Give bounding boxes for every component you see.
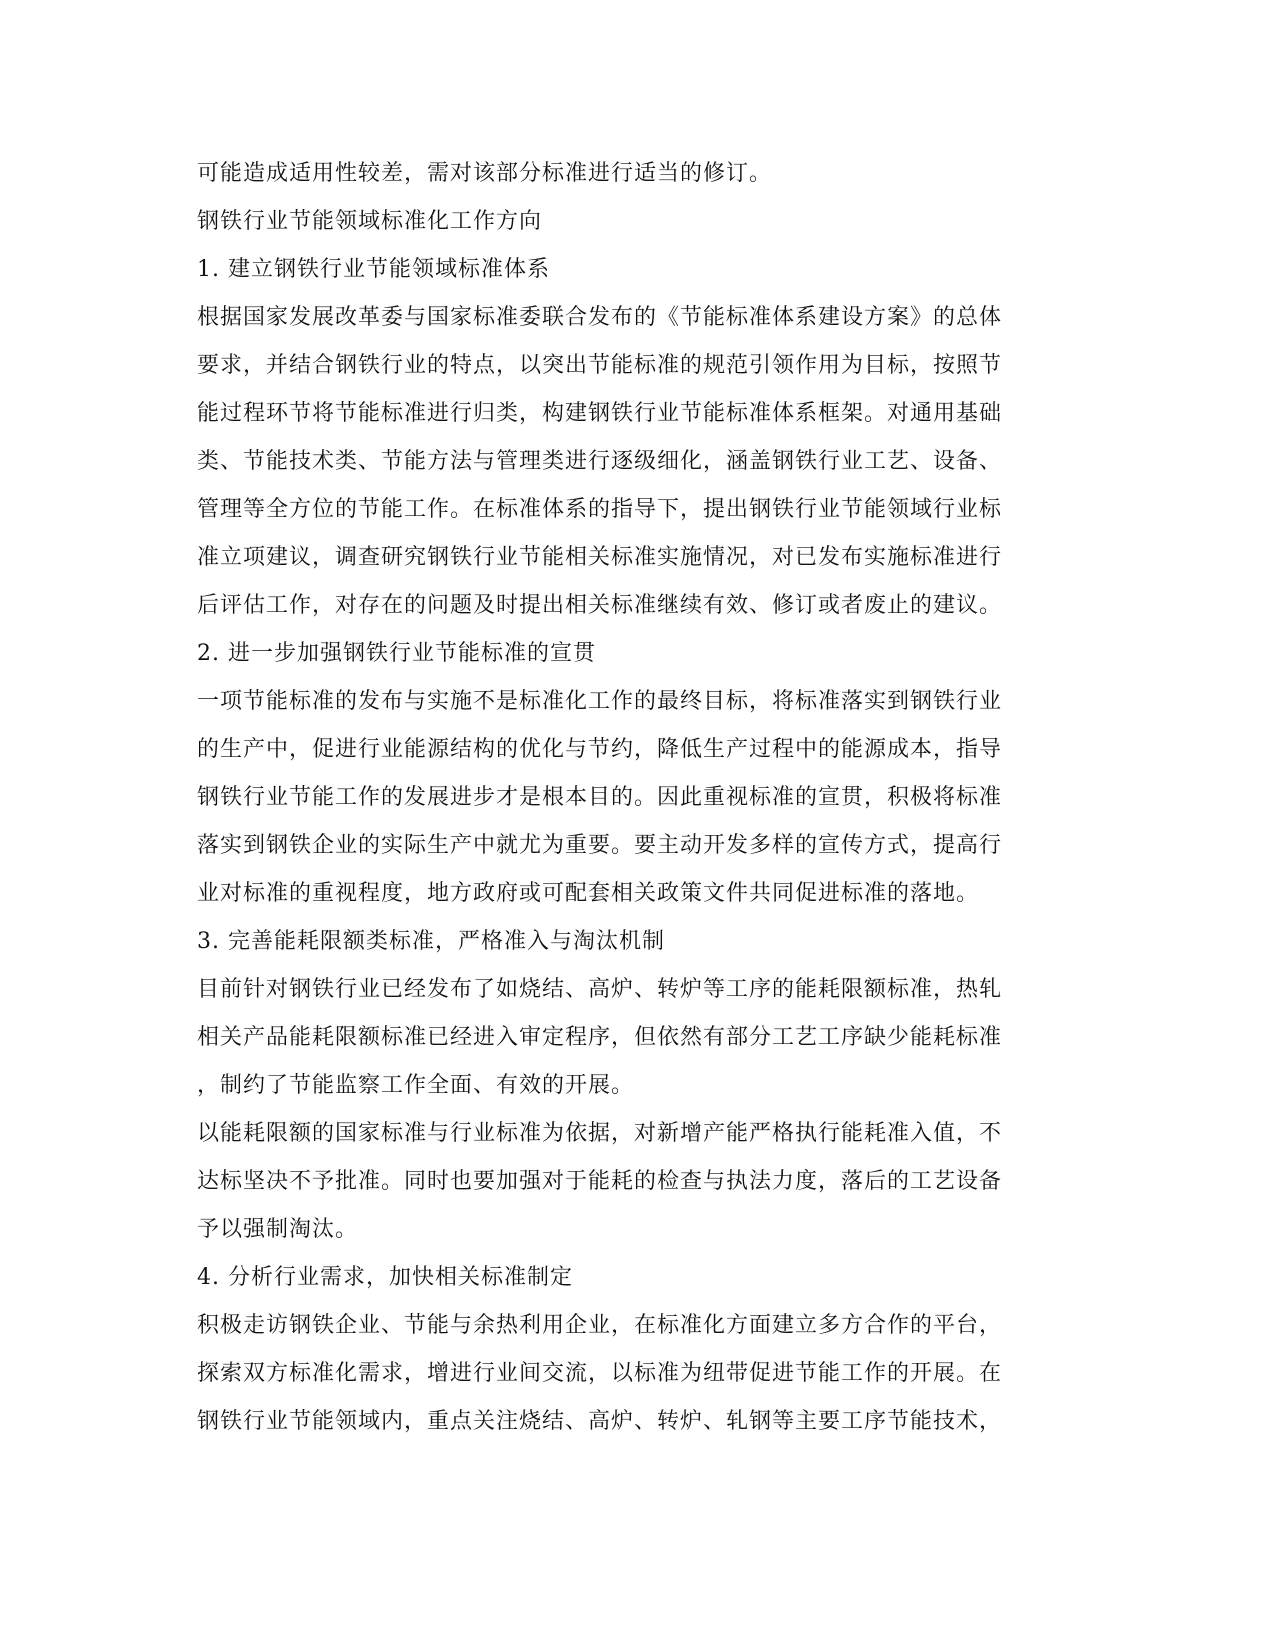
body-line: 根据国家发展改革委与国家标准委联合发布的《节能标准体系建设方案》的总体 (197, 305, 1003, 330)
body-line: 落实到钢铁企业的实际生产中就尤为重要。要主动开发多样的宣传方式，提高行 (197, 833, 1003, 858)
body-line: 予以强制淘汰。 (197, 1217, 359, 1242)
body-line: 相关产品能耗限额标准已经进入审定程序，但依然有部分工艺工序缺少能耗标准 (197, 1025, 1003, 1050)
body-line: 探索双方标准化需求，增进行业间交流，以标准为纽带促进节能工作的开展。在 (197, 1361, 1003, 1386)
subsection-heading: 3. 完善能耗限额类标准，严格准入与淘汰机制 (197, 929, 665, 954)
body-line: 要求，并结合钢铁行业的特点，以突出节能标准的规范引领作用为目标，按照节 (197, 353, 1003, 378)
subsection-heading: 4. 分析行业需求，加快相关标准制定 (197, 1265, 573, 1290)
body-line: 一项节能标准的发布与实施不是标准化工作的最终目标，将标准落实到钢铁行业 (197, 689, 1003, 714)
body-line: 达标坚决不予批准。同时也要加强对于能耗的检查与执法力度，落后的工艺设备 (197, 1169, 1003, 1194)
body-line: 能过程环节将节能标准进行归类，构建钢铁行业节能标准体系框架。对通用基础 (197, 401, 1003, 426)
body-line: 钢铁行业节能领域内，重点关注烧结、高炉、转炉、轧钢等主要工序节能技术， (197, 1409, 1003, 1434)
body-line: 类、节能技术类、节能方法与管理类进行逐级细化，涵盖钢铁行业工艺、设备、 (197, 449, 1003, 474)
body-line: 目前针对钢铁行业已经发布了如烧结、高炉、转炉等工序的能耗限额标准，热轧 (197, 977, 1003, 1002)
body-line: 业对标准的重视程度，地方政府或可配套相关政策文件共同促进标准的落地。 (197, 881, 980, 906)
body-line: 钢铁行业节能工作的发展进步才是根本目的。因此重视标准的宣贯，积极将标准 (197, 785, 1003, 810)
subsection-heading: 1. 建立钢铁行业节能领域标准体系 (197, 257, 550, 282)
body-line: 的生产中，促进行业能源结构的优化与节约，降低生产过程中的能源成本，指导 (197, 737, 1003, 762)
document-page (197, 150, 1077, 1446)
body-line: 后评估工作，对存在的问题及时提出相关标准继续有效、修订或者废止的建议。 (197, 593, 1003, 618)
body-line: ，制约了节能监察工作全面、有效的开展。 (197, 1073, 635, 1098)
body-line: 管理等全方位的节能工作。在标准体系的指导下，提出钢铁行业节能领域行业标 (197, 497, 1003, 522)
subsection-heading: 2. 进一步加强钢铁行业节能标准的宣贯 (197, 641, 596, 666)
body-line: 积极走访钢铁企业、节能与余热利用企业，在标准化方面建立多方合作的平台， (197, 1313, 1003, 1338)
section-heading: 钢铁行业节能领域标准化工作方向 (197, 209, 543, 234)
body-line: 以能耗限额的国家标准与行业标准为依据，对新增产能严格执行能耗准入值，不 (197, 1121, 1003, 1146)
body-line: 准立项建议，调查研究钢铁行业节能相关标准实施情况，对已发布实施标准进行 (197, 545, 1003, 570)
body-line: 可能造成适用性较差，需对该部分标准进行适当的修订。 (197, 161, 773, 186)
